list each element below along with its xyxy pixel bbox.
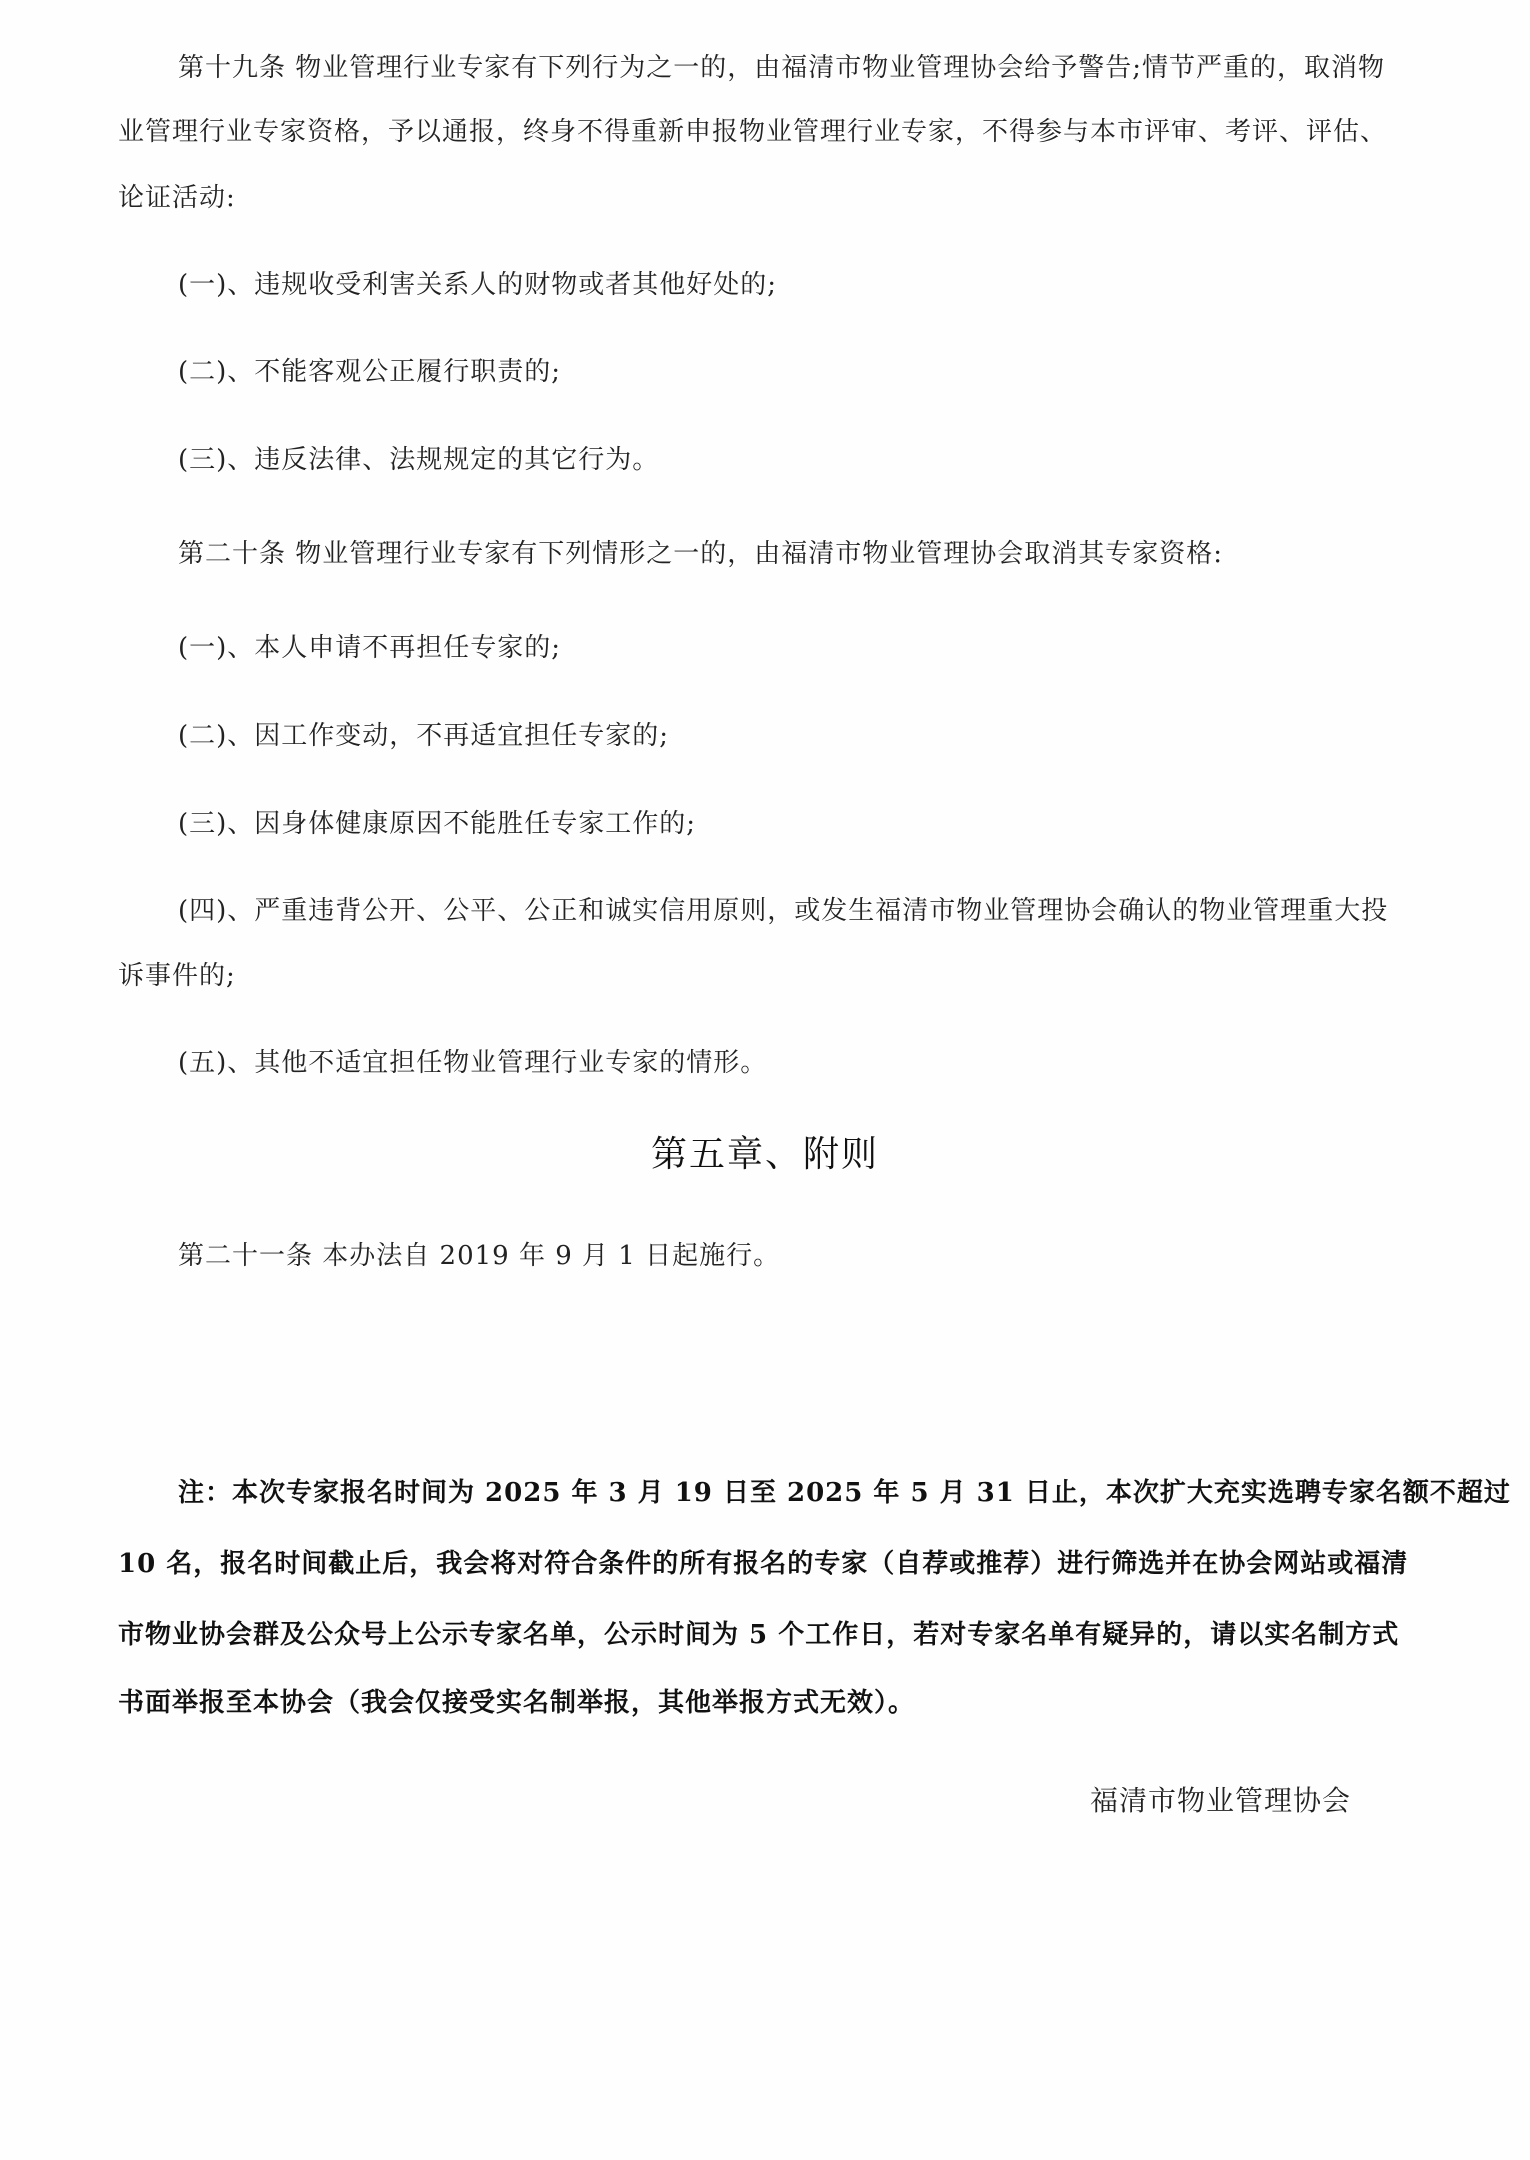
note-line-2: 10 名，报名时间截止后，我会将对符合条件的所有报名的专家（自荐或推荐）进行筛选并在协会网站或福清 [118,1549,1409,1579]
article19-item-1: (一)、违规收受利害关系人的财物或者其他好处的; [178,270,778,300]
article20-item-4: (四)、严重违背公开、公平、公正和诚实信用原则，或发生福清市物业管理协会确认的物业管理重大投 [178,896,1389,926]
article19-line-1: 第十九条 物业管理行业专家有下列行为之一的，由福清市物业管理协会给予警告;情节严重的，取消物 [178,53,1386,83]
article20-line: 第二十条 物业管理行业专家有下列情形之一的，由福清市物业管理协会取消其专家资格: [178,539,1224,569]
signature-org: 福清市物业管理协会 [1090,1784,1352,1817]
article19-line-2: 业管理行业专家资格，予以通报，终身不得重新申报物业管理行业专家，不得参与本市评审、考评、评估、 [118,117,1388,147]
note-line-1: 注：本次专家报名时间为 2025 年 3 月 19 日至 2025 年 5 月 31 日止，本次扩大充实选聘专家名额不超过 [178,1478,1511,1508]
article19-line-3: 论证活动: [118,183,236,213]
article19-item-3: (三)、违反法律、法规规定的其它行为。 [178,445,660,475]
article21-line: 第二十一条 本办法自 2019 年 9 月 1 日起施行。 [178,1241,781,1271]
article19-item-2: (二)、不能客观公正履行职责的; [178,357,562,387]
note-line-3: 市物业协会群及公众号上公示专家名单，公示时间为 5 个工作日，若对专家名单有疑异的，请以实名制方式 [118,1620,1400,1650]
note-line-4: 书面举报至本协会（我会仅接受实名制举报，其他举报方式无效）。 [118,1688,916,1718]
article20-item-5: (五)、其他不适宜担任物业管理行业专家的情形。 [178,1048,768,1078]
article20-item-2: (二)、因工作变动，不再适宜担任专家的; [178,721,670,751]
chapter-title: 第五章、附则 [650,1134,879,1175]
article20-item-1: (一)、本人申请不再担任专家的; [178,633,562,663]
article20-item-4-cont: 诉事件的; [118,961,236,991]
article20-item-3: (三)、因身体健康原因不能胜任专家工作的; [178,809,697,839]
